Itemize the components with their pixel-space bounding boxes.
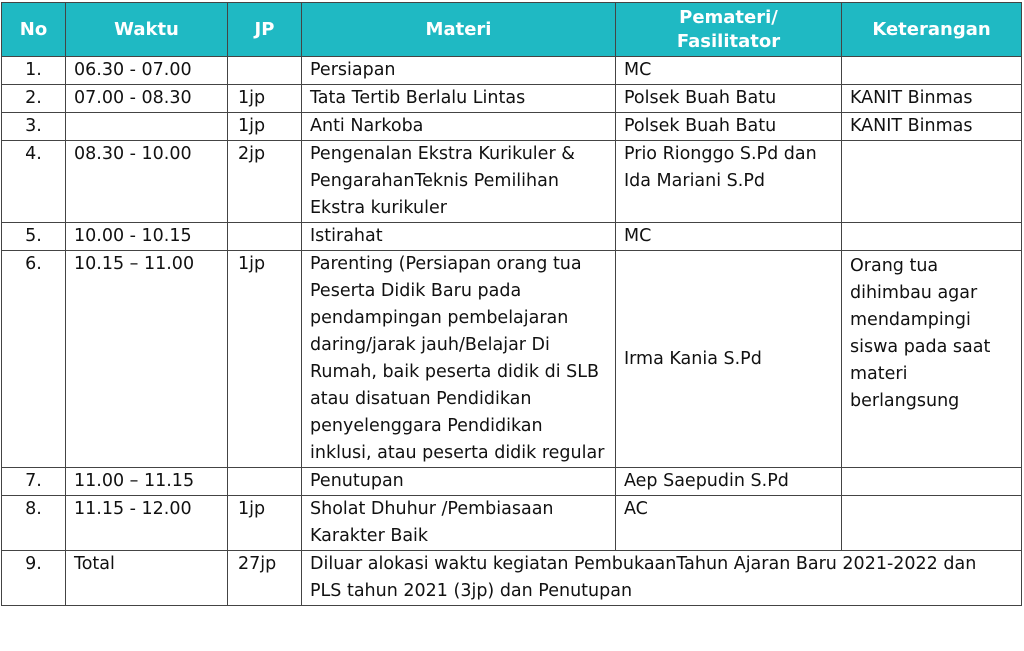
cell-keterangan <box>842 223 1022 251</box>
cell-pemateri: Aep Saepudin S.Pd <box>616 468 842 496</box>
cell-materi: Istirahat <box>302 223 616 251</box>
header-waktu: Waktu <box>66 3 228 57</box>
cell-no: 7. <box>2 468 66 496</box>
cell-materi: Anti Narkoba <box>302 113 616 141</box>
total-label: Total <box>66 551 228 606</box>
cell-no: 6. <box>2 251 66 468</box>
header-keterangan: Keterangan <box>842 3 1022 57</box>
cell-no: 3. <box>2 113 66 141</box>
cell-keterangan <box>842 496 1022 551</box>
cell-materi: Pengenalan Ekstra Kurikuler & PengarahanTeknis Pemilihan Ekstra kurikuler <box>302 141 616 223</box>
header-jp: JP <box>228 3 302 57</box>
cell-jp <box>228 223 302 251</box>
table-row <box>2 496 1022 551</box>
cell-jp: 2jp <box>228 141 302 223</box>
header-pemateri-line2: Fasilitator <box>676 30 781 52</box>
cell-keterangan <box>842 141 1022 223</box>
cell-jp: 1jp <box>228 496 302 551</box>
cell-jp: 1jp <box>228 113 302 141</box>
cell-waktu <box>66 113 228 141</box>
cell-no: 5. <box>2 223 66 251</box>
cell-no: 2. <box>2 85 66 113</box>
table-row <box>2 251 1022 468</box>
cell-no: 1. <box>2 57 66 85</box>
table-row <box>2 223 1022 251</box>
header-pemateri-line1: Pemateri/ <box>679 6 778 28</box>
cell-jp <box>228 57 302 85</box>
total-row <box>2 551 1022 606</box>
cell-materi: Penutupan <box>302 468 616 496</box>
cell-pemateri: MC <box>616 223 842 251</box>
cell-jp: 1jp <box>228 251 302 468</box>
cell-pemateri: Prio Rionggo S.Pd dan Ida Mariani S.Pd <box>616 141 842 223</box>
cell-keterangan: KANIT Binmas <box>842 85 1022 113</box>
header-materi: Materi <box>302 3 616 57</box>
cell-pemateri: Polsek Buah Batu <box>616 113 842 141</box>
table-row <box>2 85 1022 113</box>
table-row <box>2 141 1022 223</box>
cell-pemateri: MC <box>616 57 842 85</box>
cell-materi: Sholat Dhuhur /Pembiasaan Karakter Baik <box>302 496 616 551</box>
cell-no: 4. <box>2 141 66 223</box>
cell-waktu: 11.15 - 12.00 <box>66 496 228 551</box>
header-no: No <box>2 3 66 57</box>
cell-no: 9. <box>2 551 66 606</box>
cell-keterangan: Orang tua dihimbau agar mendampingi siswa pada saat materi berlangsung <box>842 251 1022 468</box>
table-row <box>2 57 1022 85</box>
cell-waktu: 06.30 - 07.00 <box>66 57 228 85</box>
header-pemateri <box>616 3 842 57</box>
cell-jp: 1jp <box>228 85 302 113</box>
cell-no: 8. <box>2 496 66 551</box>
cell-waktu: 10.15 – 11.00 <box>66 251 228 468</box>
cell-keterangan <box>842 468 1022 496</box>
cell-jp <box>228 468 302 496</box>
cell-materi: Persiapan <box>302 57 616 85</box>
cell-keterangan: KANIT Binmas <box>842 113 1022 141</box>
table-row <box>2 113 1022 141</box>
schedule-table <box>1 2 1022 606</box>
total-jp: 27jp <box>228 551 302 606</box>
total-note: Diluar alokasi waktu kegiatan PembukaanTahun Ajaran Baru 2021-2022 dan PLS tahun 2021 (3jp) dan Penutupan <box>302 551 1022 606</box>
cell-materi: Parenting (Persiapan orang tua Peserta Didik Baru pada pendampingan pembelajaran daring/jarak jauh/Belajar Di Rumah, baik peserta didik di SLB atau disatuan Pendidikan penyelenggara Pendidikan inklusi, atau peserta didik regular <box>302 251 616 468</box>
cell-pemateri: Polsek Buah Batu <box>616 85 842 113</box>
table-row <box>2 468 1022 496</box>
cell-materi: Tata Tertib Berlalu Lintas <box>302 85 616 113</box>
header-row <box>2 3 1022 57</box>
cell-pemateri: Irma Kania S.Pd <box>616 251 842 468</box>
cell-keterangan <box>842 57 1022 85</box>
cell-waktu: 11.00 – 11.15 <box>66 468 228 496</box>
cell-waktu: 08.30 - 10.00 <box>66 141 228 223</box>
cell-waktu: 07.00 - 08.30 <box>66 85 228 113</box>
cell-waktu: 10.00 - 10.15 <box>66 223 228 251</box>
cell-pemateri: AC <box>616 496 842 551</box>
